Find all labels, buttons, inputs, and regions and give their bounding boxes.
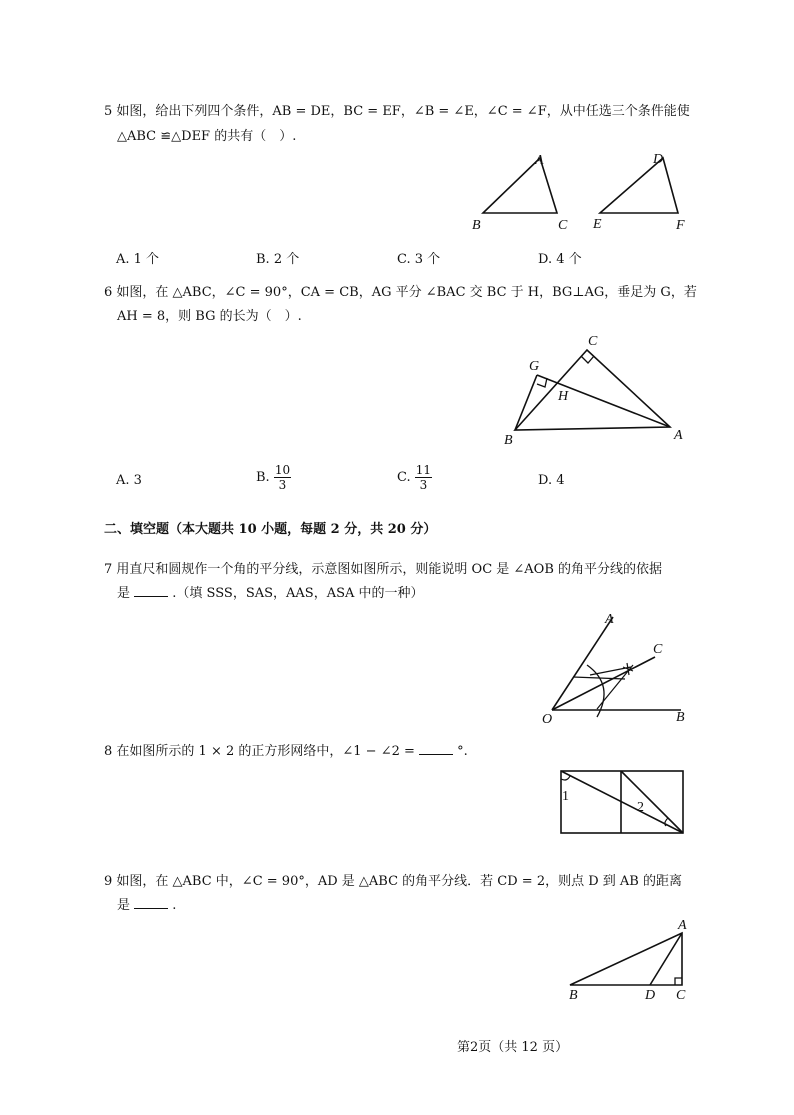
q9-prefix: 是: [117, 898, 131, 913]
q6-text-line2: AH = 8，则 BG 的长为（ ）.: [117, 309, 302, 324]
q9-text-line1: 9 如图，在 △ABC 中，∠C = 90°，AD 是 △ABC 的角平分线．若 CD = 2，则点 D 到 AB 的距离: [104, 874, 682, 889]
q5-text-line2: △ABC ≌△DEF 的共有（ ）.: [117, 129, 297, 144]
label-d: D: [645, 988, 656, 1003]
q7-prefix: 是: [117, 586, 131, 601]
q7-answer-blank[interactable]: [134, 584, 168, 597]
label-b: B: [676, 710, 685, 725]
angle-mark-1: [561, 776, 570, 780]
segment-bg: [515, 375, 537, 430]
q8-prefix: 8 在如图所示的 1 × 2 的正方形网络中，∠1 − ∠2 =: [104, 744, 415, 759]
label-e: E: [593, 217, 602, 232]
q6-option-d: D. 4: [538, 473, 565, 488]
label-a: A: [678, 918, 687, 933]
label-b: B: [569, 988, 578, 1003]
label-b: B: [472, 218, 481, 233]
q6-option-b: [256, 463, 291, 492]
fraction-numerator: 10: [274, 463, 291, 477]
label-o: O: [542, 712, 553, 727]
label-c: C: [558, 218, 568, 233]
q6-option-c: [397, 463, 432, 492]
q9-answer-blank[interactable]: [134, 896, 168, 909]
label-a: A: [535, 153, 544, 168]
q9-suffix: .: [172, 898, 177, 913]
diagonal-short: [621, 771, 683, 833]
q6-option-b-fraction: [274, 463, 291, 492]
label-c: C: [588, 334, 598, 349]
q5-option-c: C. 3 个: [397, 252, 441, 267]
right-angle-g: [537, 378, 547, 387]
q8-figure: [555, 765, 690, 840]
right-angle-c: [675, 978, 682, 985]
q6-text-line1: 6 如图，在 △ABC，∠C = 90°，CA = CB，AG 平分 ∠BAC 交 BC 于 H，BG⊥AG，垂足为 G，若: [104, 285, 697, 300]
q6-option-b-prefix: B.: [256, 470, 270, 485]
construction-arc-bottom: [597, 665, 633, 709]
label-g: G: [529, 359, 540, 374]
label-b: B: [504, 433, 513, 448]
q5-option-d: D. 4 个: [538, 252, 582, 267]
label-c: C: [676, 988, 686, 1003]
label-angle-2: 2: [637, 800, 644, 815]
q6-option-a: A. 3: [116, 473, 142, 488]
label-a: A: [605, 612, 614, 627]
q7-text-line1: 7 用直尺和圆规作一个角的平分线，示意图如图所示，则能说明 OC 是 ∠AOB 的角平分线的依据: [104, 562, 663, 577]
q6-figure: [495, 330, 695, 450]
triangle-def: [600, 158, 678, 213]
q9-figure: [560, 915, 700, 1010]
q6-option-c-prefix: C.: [397, 470, 411, 485]
q8-suffix: °.: [457, 744, 468, 759]
label-angle-1: 1: [562, 789, 569, 804]
q9-text-line2: [117, 894, 176, 918]
q8-answer-blank[interactable]: [419, 742, 453, 755]
page-footer: 第2页（共 12 页）: [457, 1040, 569, 1055]
q7-text-line2: [117, 582, 424, 606]
label-c: C: [653, 642, 663, 657]
q5-option-a: A. 1 个: [116, 252, 160, 267]
fraction-denominator: 3: [278, 478, 287, 492]
label-h: H: [558, 389, 569, 404]
section-title: 二、填空题（本大题共 10 小题，每题 2 分，共 20 分）: [104, 522, 437, 537]
q7-figure: [535, 605, 700, 730]
q5-figure: [460, 145, 700, 240]
label-a: A: [674, 428, 683, 443]
q6-option-c-fraction: [415, 463, 432, 492]
fraction-denominator: 3: [419, 478, 428, 492]
fraction-numerator: 11: [415, 463, 432, 477]
triangle-abc: [483, 158, 557, 213]
q7-suffix: .（填 SSS，SAS，AAS，ASA 中的一种）: [172, 586, 424, 601]
label-f: F: [676, 218, 685, 233]
segment-ag: [537, 375, 670, 427]
label-d: D: [653, 152, 664, 167]
right-angle-c: [581, 356, 594, 363]
q8-text: [104, 740, 468, 764]
q5-text-line1: 5 如图，给出下列四个条件，AB = DE，BC = EF，∠B = ∠E，∠C = ∠F，从中任选三个条件能使: [104, 104, 690, 119]
q5-option-b: B. 2 个: [256, 252, 300, 267]
